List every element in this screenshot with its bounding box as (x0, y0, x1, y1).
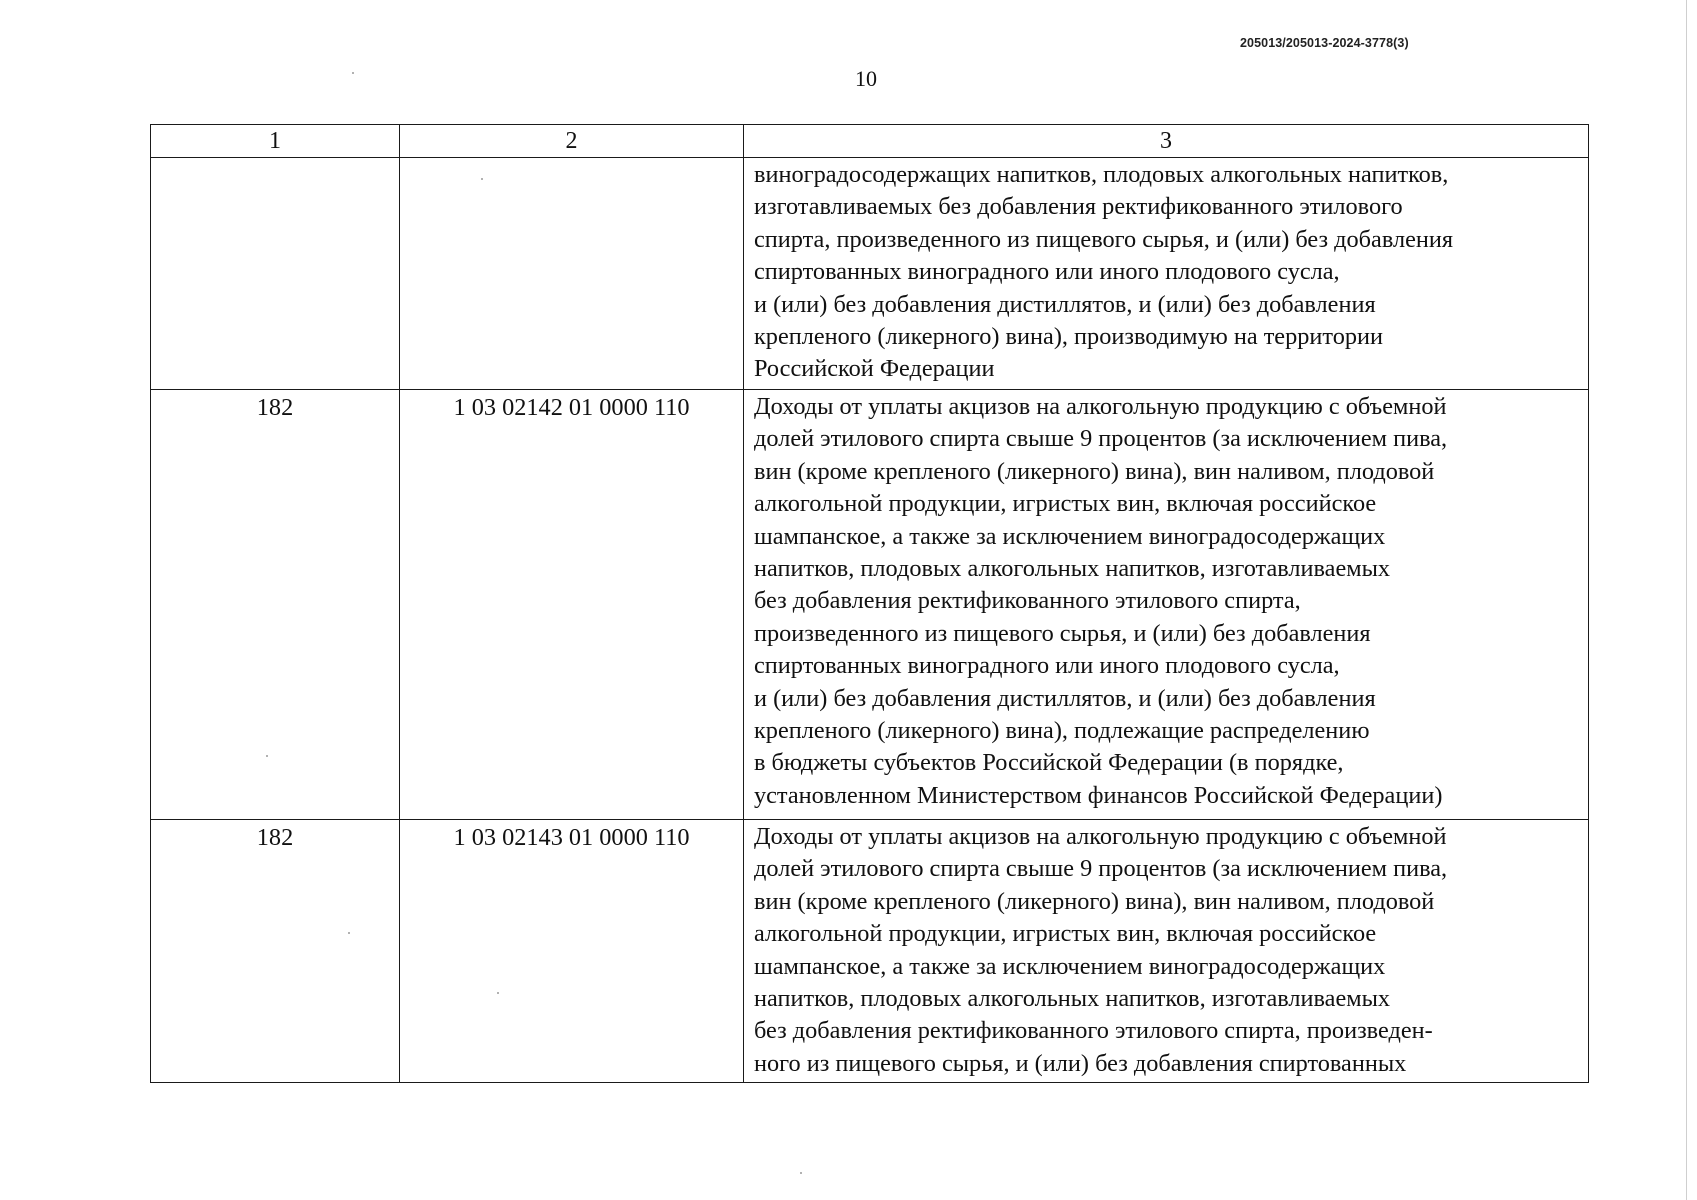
scan-speck (352, 72, 354, 74)
description-line: шампанское, а также за исключением виноградосодержащих (754, 522, 1386, 550)
description-line: долей этилового спирта свыше 9 процентов (за исключением пива, (754, 855, 1448, 883)
description-line: вин (кроме крепленого (ликерного) вина), вин наливом, плодовой (754, 457, 1435, 485)
column-header-3: 3 (744, 125, 1589, 158)
column-header-1: 1 (151, 125, 400, 158)
table-row (151, 158, 1589, 390)
description-line: изготавливаемых без добавления ректификованного этилового (754, 193, 1403, 221)
description-line: крепленого (ликерного) вина), производимую на территории (754, 323, 1383, 351)
scan-speck (800, 1172, 802, 1174)
description-line: Доходы от уплаты акцизов на алкогольную продукцию с объемной (754, 823, 1447, 850)
admin-code-cell (151, 158, 400, 390)
page-number: 10 (855, 66, 877, 91)
scan-speck (497, 992, 499, 994)
description-line: и (или) без добавления дистиллятов, и (или) без добавления (754, 684, 1376, 712)
table-row (151, 820, 1589, 1083)
description-cell (744, 390, 1589, 820)
description-cell (744, 820, 1589, 1083)
admin-code-cell: 182 (151, 390, 400, 820)
budget-code-cell (400, 158, 744, 390)
description-line: долей этилового спирта свыше 9 процентов (за исключением пива, (754, 425, 1448, 453)
description-line: установленном Министерством финансов Российской Федерации) (754, 781, 1443, 809)
description-line: спиртованных виноградного или иного плодового сусла, (754, 652, 1340, 680)
description-line: спирта, произведенного из пищевого сырья, и (или) без добавления (754, 225, 1454, 253)
description-line: Российской Федерации (754, 355, 995, 383)
description-line: вин (кроме крепленого (ликерного) вина), вин наливом, плодовой (754, 887, 1435, 915)
column-header-2: 2 (400, 125, 744, 158)
description-line: произведенного из пищевого сырья, и (или) без добавления (754, 619, 1371, 647)
table-row (151, 390, 1589, 820)
table-header-row (151, 125, 1589, 158)
scan-edge (1686, 0, 1687, 1200)
description-line: шампанское, а также за исключением виноградосодержащих (754, 952, 1386, 980)
description-line: без добавления ректификованного этилового спирта, (754, 587, 1301, 615)
description-line: алкогольной продукции, игристых вин, включая российское (754, 920, 1377, 948)
description-line: напитков, плодовых алкогольных напитков, изготавливаемых (754, 555, 1391, 583)
description-line: напитков, плодовых алкогольных напитков, изготавливаемых (754, 985, 1391, 1013)
scan-speck (481, 178, 483, 180)
description-line: Доходы от уплаты акцизов на алкогольную продукцию с объемной (754, 393, 1447, 420)
budget-code-cell: 1 03 02142 01 0000 110 (400, 390, 744, 820)
document-id: 205013/205013-2024-3778(3) (1240, 36, 1409, 50)
scan-speck (348, 932, 350, 934)
description-line: спиртованных виноградного или иного плодового сусла, (754, 258, 1340, 286)
description-line: виноградосодержащих напитков, плодовых алкогольных напитков, (754, 161, 1449, 188)
description-line: и (или) без добавления дистиллятов, и (или) без добавления (754, 290, 1376, 318)
description-line: без добавления ректификованного этилового спирта, произведен- (754, 1017, 1433, 1045)
description-line: ного из пищевого сырья, и (или) без добавления спиртованных (754, 1049, 1407, 1077)
description-line: крепленого (ликерного) вина), подлежащие распределению (754, 717, 1370, 745)
scan-speck (266, 755, 268, 757)
budget-code-cell: 1 03 02143 01 0000 110 (400, 820, 744, 1083)
description-cell (744, 158, 1589, 390)
admin-code-cell: 182 (151, 820, 400, 1083)
budget-codes-table (150, 124, 1589, 1083)
description-line: в бюджеты субъектов Российской Федерации (в порядке, (754, 749, 1344, 777)
description-line: алкогольной продукции, игристых вин, включая российское (754, 490, 1377, 518)
